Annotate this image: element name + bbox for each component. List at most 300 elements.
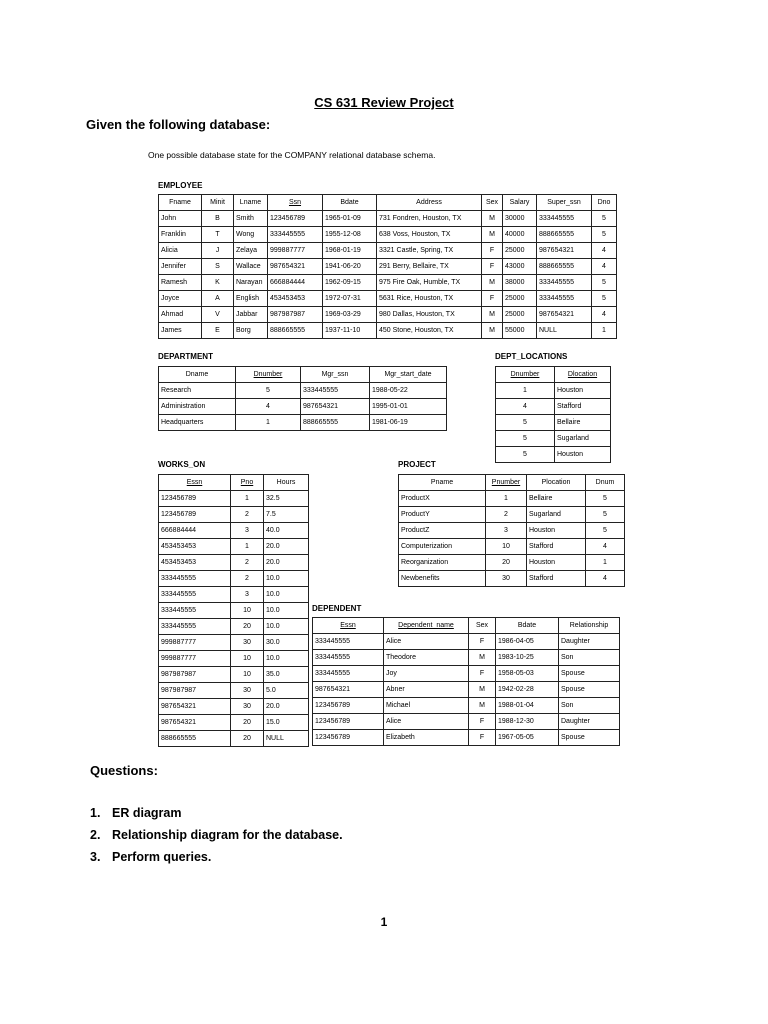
table-cell: 40000 [503, 227, 537, 243]
table-cell: 638 Voss, Houston, TX [377, 227, 482, 243]
question-text: Perform queries. [112, 850, 212, 864]
table-cell: 333445555 [313, 634, 384, 650]
table-cell: Reorganization [399, 555, 486, 571]
table-cell: 980 Dallas, Houston, TX [377, 307, 482, 323]
column-header: Super_ssn [537, 195, 592, 211]
table-cell: F [469, 666, 496, 682]
question-item [90, 828, 343, 850]
question-number: 3. [90, 850, 101, 864]
table-cell: 987987987 [159, 683, 231, 699]
table-cell: 15.0 [264, 715, 309, 731]
question-item [90, 850, 343, 872]
table-cell: 30000 [503, 211, 537, 227]
works-on-table [158, 474, 309, 747]
table-cell: English [234, 291, 268, 307]
table-cell: 333445555 [159, 603, 231, 619]
table-cell: K [202, 275, 234, 291]
table-cell: Daughter [559, 634, 620, 650]
table-cell: 1 [236, 415, 301, 431]
figure-caption: One possible database state for the COMPANY relational database schema. [148, 150, 436, 160]
table-cell: F [482, 259, 503, 275]
table-cell: 1981-06-19 [370, 415, 447, 431]
column-header: Lname [234, 195, 268, 211]
table-cell: 1941-06-20 [323, 259, 377, 275]
column-header: Fname [159, 195, 202, 211]
table-cell: 123456789 [313, 714, 384, 730]
table-cell: M [482, 275, 503, 291]
table-cell: Ramesh [159, 275, 202, 291]
column-header: Sex [482, 195, 503, 211]
table-row [399, 555, 625, 571]
table-cell: 7.5 [264, 507, 309, 523]
table-cell: Abner [384, 682, 469, 698]
table-cell: 5 [592, 291, 617, 307]
table-cell: 333445555 [313, 666, 384, 682]
column-header: Dname [159, 367, 236, 383]
table-row [496, 431, 611, 447]
table-cell: M [482, 323, 503, 339]
table-cell: 10.0 [264, 587, 309, 603]
table-row [159, 491, 309, 507]
table-header-row [496, 367, 611, 383]
table-cell: ProductX [399, 491, 486, 507]
table-cell: 20.0 [264, 539, 309, 555]
column-header: Relationship [559, 618, 620, 634]
table-row [159, 227, 617, 243]
table-header-row [159, 367, 447, 383]
table-row [313, 666, 620, 682]
dept-locations-table [495, 366, 611, 463]
table-cell: 1 [231, 539, 264, 555]
employee-label: EMPLOYEE [158, 181, 203, 190]
table-cell: J [202, 243, 234, 259]
table-cell: 1937-11-10 [323, 323, 377, 339]
intro-text: Given the following database: [86, 117, 271, 132]
table-cell: 1 [586, 555, 625, 571]
table-row [496, 447, 611, 463]
table-cell: 987987987 [268, 307, 323, 323]
table-cell: 30 [231, 635, 264, 651]
table-cell: F [482, 291, 503, 307]
table-cell: 975 Fire Oak, Humble, TX [377, 275, 482, 291]
table-cell: Stafford [555, 399, 611, 415]
table-row [313, 698, 620, 714]
table-cell: 1955-12-08 [323, 227, 377, 243]
table-row [159, 683, 309, 699]
table-cell: 5 [496, 415, 555, 431]
column-header: Mgr_ssn [301, 367, 370, 383]
table-cell: 40.0 [264, 523, 309, 539]
table-cell: 1958-05-03 [496, 666, 559, 682]
table-cell: 5 [496, 431, 555, 447]
table-cell: 1969-03-29 [323, 307, 377, 323]
table-row [399, 491, 625, 507]
table-cell: M [482, 227, 503, 243]
table-cell: 666884444 [159, 523, 231, 539]
table-row [159, 539, 309, 555]
document-title: CS 631 Review Project [314, 95, 454, 110]
table-cell: F [469, 634, 496, 650]
table-cell: Alice [384, 634, 469, 650]
table-cell: Son [559, 650, 620, 666]
table-cell: Bellaire [527, 491, 586, 507]
table-row [496, 383, 611, 399]
table-row [159, 307, 617, 323]
table-cell: Jabbar [234, 307, 268, 323]
column-header: Plocation [527, 475, 586, 491]
table-cell: John [159, 211, 202, 227]
table-cell: 30.0 [264, 635, 309, 651]
table-cell: 5 [496, 447, 555, 463]
table-cell: 5.0 [264, 683, 309, 699]
table-cell: NULL [537, 323, 592, 339]
table-cell: 1965-01-09 [323, 211, 377, 227]
table-row [313, 714, 620, 730]
table-cell: 20.0 [264, 555, 309, 571]
table-cell: 30 [231, 683, 264, 699]
table-row [159, 635, 309, 651]
table-cell: 987654321 [313, 682, 384, 698]
table-header-row [399, 475, 625, 491]
table-cell: M [482, 307, 503, 323]
table-header-row [159, 475, 309, 491]
table-cell: 38000 [503, 275, 537, 291]
question-text: ER diagram [112, 806, 182, 820]
table-cell: 4 [592, 243, 617, 259]
table-cell: Spouse [559, 682, 620, 698]
table-cell: ProductZ [399, 523, 486, 539]
table-cell: Michael [384, 698, 469, 714]
table-cell: 4 [592, 259, 617, 275]
table-cell: M [469, 682, 496, 698]
table-cell: 888665555 [537, 227, 592, 243]
column-header: Essn [159, 475, 231, 491]
table-cell: Houston [527, 555, 586, 571]
table-cell: Elizabeth [384, 730, 469, 746]
table-cell: 32.5 [264, 491, 309, 507]
table-cell: 453453453 [268, 291, 323, 307]
table-cell: 333445555 [537, 291, 592, 307]
table-cell: 2 [231, 555, 264, 571]
table-cell: 333445555 [268, 227, 323, 243]
table-cell: 5 [586, 523, 625, 539]
table-row [159, 651, 309, 667]
table-cell: 20 [486, 555, 527, 571]
table-cell: Houston [555, 383, 611, 399]
table-cell: 987654321 [268, 259, 323, 275]
table-row [313, 682, 620, 698]
table-row [159, 715, 309, 731]
table-row [313, 650, 620, 666]
table-cell: 1988-12-30 [496, 714, 559, 730]
table-cell: E [202, 323, 234, 339]
column-header: Pno [231, 475, 264, 491]
column-header: Dependent_name [384, 618, 469, 634]
department-label: DEPARTMENT [158, 352, 213, 361]
question-item [90, 806, 343, 828]
table-cell: 55000 [503, 323, 537, 339]
table-row [159, 383, 447, 399]
table-row [159, 259, 617, 275]
table-header-row [159, 195, 617, 211]
table-cell: 25000 [503, 291, 537, 307]
table-cell: 3 [231, 523, 264, 539]
table-cell: Ahmad [159, 307, 202, 323]
table-cell: Sugarland [527, 507, 586, 523]
table-cell: 3 [486, 523, 527, 539]
dept-locations-label: DEPT_LOCATIONS [495, 352, 568, 361]
table-cell: M [469, 650, 496, 666]
questions-list [90, 806, 343, 872]
table-row [159, 571, 309, 587]
table-cell: 30 [231, 699, 264, 715]
project-label: PROJECT [398, 460, 436, 469]
table-cell: Spouse [559, 730, 620, 746]
table-cell: 10.0 [264, 651, 309, 667]
table-row [159, 619, 309, 635]
table-cell: 666884444 [268, 275, 323, 291]
table-row [159, 603, 309, 619]
table-cell: 2 [486, 507, 527, 523]
table-cell: 5 [592, 275, 617, 291]
table-cell: 333445555 [313, 650, 384, 666]
column-header: Hours [264, 475, 309, 491]
table-row [159, 415, 447, 431]
table-row [159, 587, 309, 603]
table-cell: 5631 Rice, Houston, TX [377, 291, 482, 307]
column-header: Ssn [268, 195, 323, 211]
table-cell: 450 Stone, Houston, TX [377, 323, 482, 339]
table-cell: Franklin [159, 227, 202, 243]
table-cell: 1988-05-22 [370, 383, 447, 399]
table-cell: 987654321 [537, 307, 592, 323]
table-cell: T [202, 227, 234, 243]
table-cell: 10.0 [264, 603, 309, 619]
table-cell: Theodore [384, 650, 469, 666]
table-row [159, 291, 617, 307]
page-number: 1 [380, 915, 388, 929]
table-cell: M [469, 698, 496, 714]
table-cell: 43000 [503, 259, 537, 275]
table-cell: 1 [592, 323, 617, 339]
table-row [159, 323, 617, 339]
table-row [159, 399, 447, 415]
table-cell: M [482, 211, 503, 227]
table-cell: 1967-05-05 [496, 730, 559, 746]
table-row [496, 415, 611, 431]
table-cell: 4 [592, 307, 617, 323]
table-cell: Borg [234, 323, 268, 339]
table-cell: Alice [384, 714, 469, 730]
table-cell: 20 [231, 619, 264, 635]
table-row [159, 699, 309, 715]
column-header: Pname [399, 475, 486, 491]
table-cell: Research [159, 383, 236, 399]
table-cell: 4 [586, 571, 625, 587]
table-cell: 333445555 [159, 619, 231, 635]
table-cell: 2 [231, 571, 264, 587]
table-cell: 3321 Castle, Spring, TX [377, 243, 482, 259]
table-row [399, 523, 625, 539]
table-cell: 987654321 [537, 243, 592, 259]
table-cell: 10 [486, 539, 527, 555]
table-cell: A [202, 291, 234, 307]
table-cell: 453453453 [159, 539, 231, 555]
table-cell: Stafford [527, 539, 586, 555]
table-cell: 888665555 [301, 415, 370, 431]
table-cell: 453453453 [159, 555, 231, 571]
table-cell: 123456789 [159, 507, 231, 523]
table-row [159, 731, 309, 747]
table-cell: S [202, 259, 234, 275]
table-cell: James [159, 323, 202, 339]
table-cell: 987654321 [159, 699, 231, 715]
table-cell: 4 [236, 399, 301, 415]
table-cell: 333445555 [159, 587, 231, 603]
dependent-table [312, 617, 620, 746]
table-cell: 10.0 [264, 619, 309, 635]
table-cell: 333445555 [537, 211, 592, 227]
column-header: Bdate [323, 195, 377, 211]
table-row [159, 275, 617, 291]
table-header-row [313, 618, 620, 634]
column-header: Pnumber [486, 475, 527, 491]
table-row [399, 571, 625, 587]
table-cell: Houston [527, 523, 586, 539]
table-cell: Narayan [234, 275, 268, 291]
table-cell: 731 Fondren, Houston, TX [377, 211, 482, 227]
table-cell: Daughter [559, 714, 620, 730]
employee-table [158, 194, 617, 339]
table-cell: 123456789 [313, 698, 384, 714]
table-cell: 999887777 [159, 651, 231, 667]
question-text: Relationship diagram for the database. [112, 828, 343, 842]
table-cell: 291 Berry, Bellaire, TX [377, 259, 482, 275]
table-cell: 888665555 [537, 259, 592, 275]
table-cell: 3 [231, 587, 264, 603]
table-row [159, 555, 309, 571]
table-cell: Houston [555, 447, 611, 463]
table-cell: Stafford [527, 571, 586, 587]
table-cell: 5 [586, 507, 625, 523]
table-cell: Spouse [559, 666, 620, 682]
question-number: 2. [90, 828, 101, 842]
table-cell: 10 [231, 603, 264, 619]
table-row [159, 211, 617, 227]
dependent-label: DEPENDENT [312, 604, 362, 613]
table-cell: 1 [486, 491, 527, 507]
table-cell: 1962-09-15 [323, 275, 377, 291]
table-cell: 1983-10-25 [496, 650, 559, 666]
table-cell: 20 [231, 715, 264, 731]
table-cell: 4 [496, 399, 555, 415]
column-header: Dnumber [236, 367, 301, 383]
table-cell: Wong [234, 227, 268, 243]
table-cell: NULL [264, 731, 309, 747]
table-cell: 30 [486, 571, 527, 587]
table-cell: Bellaire [555, 415, 611, 431]
table-cell: 987987987 [159, 667, 231, 683]
table-cell: 1 [231, 491, 264, 507]
column-header: Dnumber [496, 367, 555, 383]
column-header: Dlocation [555, 367, 611, 383]
table-cell: 25000 [503, 307, 537, 323]
table-row [399, 539, 625, 555]
table-cell: 10 [231, 651, 264, 667]
department-table [158, 366, 447, 431]
table-cell: F [469, 730, 496, 746]
table-cell: Smith [234, 211, 268, 227]
table-cell: Computerization [399, 539, 486, 555]
table-cell: 1995-01-01 [370, 399, 447, 415]
table-row [159, 667, 309, 683]
table-cell: 987654321 [159, 715, 231, 731]
table-cell: 1 [496, 383, 555, 399]
column-header: Mgr_start_date [370, 367, 447, 383]
column-header: Sex [469, 618, 496, 634]
table-cell: Joy [384, 666, 469, 682]
table-cell: Headquarters [159, 415, 236, 431]
table-cell: Sugarland [555, 431, 611, 447]
table-cell: 1968-01-19 [323, 243, 377, 259]
column-header: Address [377, 195, 482, 211]
table-cell: F [482, 243, 503, 259]
column-header: Bdate [496, 618, 559, 634]
table-row [159, 243, 617, 259]
questions-heading: Questions: [90, 763, 158, 778]
table-cell: 123456789 [313, 730, 384, 746]
table-cell: 123456789 [268, 211, 323, 227]
table-cell: 5 [592, 227, 617, 243]
table-row [313, 634, 620, 650]
table-cell: 5 [586, 491, 625, 507]
column-header: Salary [503, 195, 537, 211]
table-cell: V [202, 307, 234, 323]
table-cell: ProductY [399, 507, 486, 523]
column-header: Essn [313, 618, 384, 634]
table-cell: 333445555 [159, 571, 231, 587]
table-cell: 888665555 [159, 731, 231, 747]
column-header: Minit [202, 195, 234, 211]
table-cell: Wallace [234, 259, 268, 275]
works-on-label: WORKS_ON [158, 460, 206, 469]
table-cell: Alicia [159, 243, 202, 259]
table-cell: 10 [231, 667, 264, 683]
table-cell: Son [559, 698, 620, 714]
table-row [159, 523, 309, 539]
project-table [398, 474, 625, 587]
table-cell: 5 [236, 383, 301, 399]
table-cell: Newbenefits [399, 571, 486, 587]
table-cell: 1988-01-04 [496, 698, 559, 714]
table-cell: 10.0 [264, 571, 309, 587]
table-cell: 2 [231, 507, 264, 523]
question-number: 1. [90, 806, 101, 820]
table-cell: 35.0 [264, 667, 309, 683]
table-cell: 1986-04-05 [496, 634, 559, 650]
table-cell: 333445555 [301, 383, 370, 399]
table-cell: 1942-02-28 [496, 682, 559, 698]
table-row [399, 507, 625, 523]
column-header: Dno [592, 195, 617, 211]
table-row [159, 507, 309, 523]
table-cell: Jennifer [159, 259, 202, 275]
table-cell: F [469, 714, 496, 730]
table-cell: 5 [592, 211, 617, 227]
table-cell: 999887777 [159, 635, 231, 651]
table-cell: 20 [231, 731, 264, 747]
table-cell: 123456789 [159, 491, 231, 507]
